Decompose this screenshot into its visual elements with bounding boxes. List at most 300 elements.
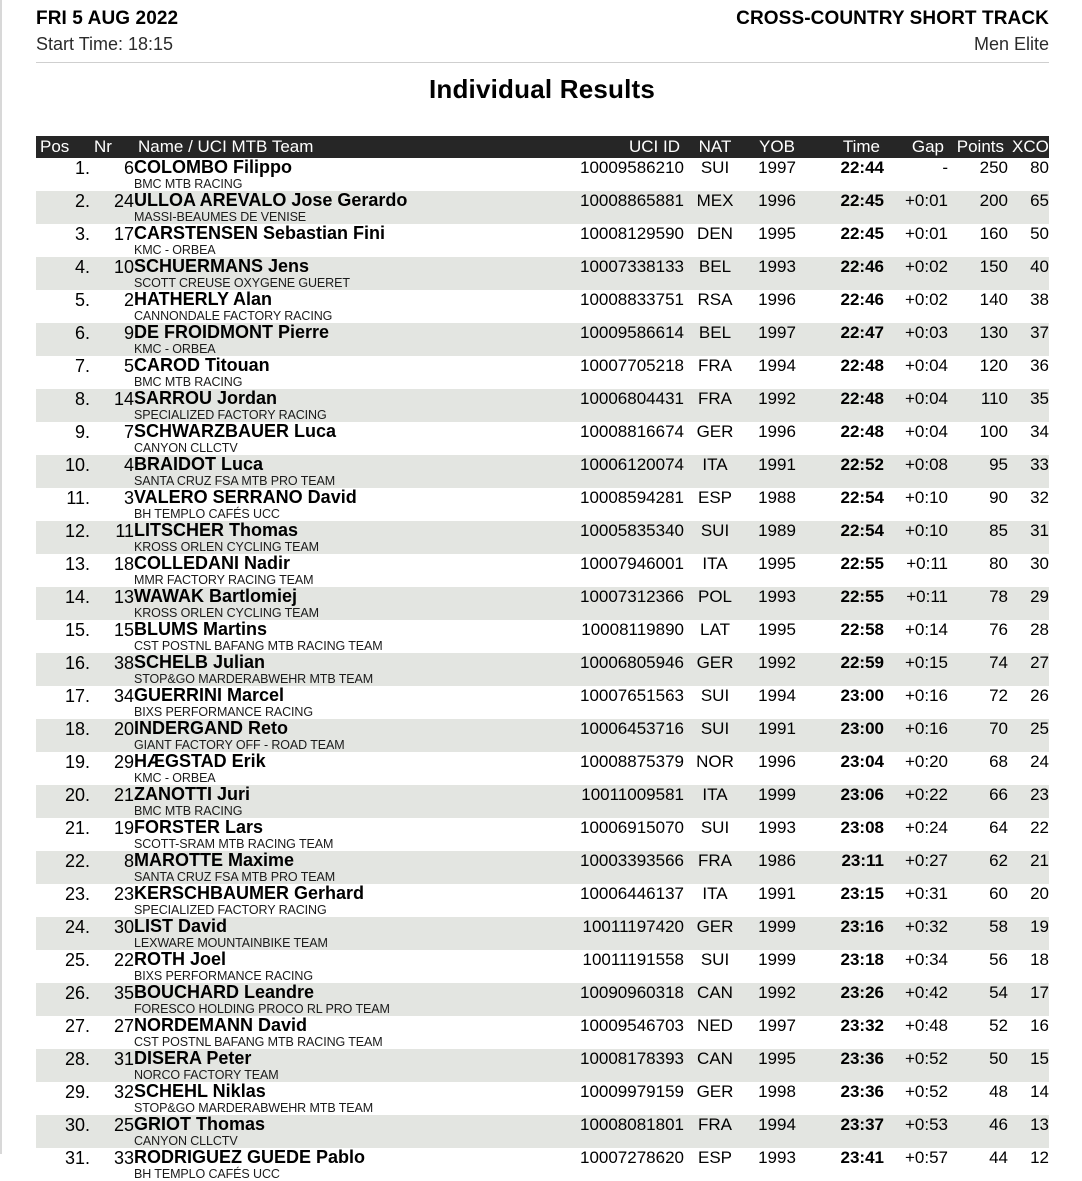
rider-name: ZANOTTI Juri	[134, 784, 250, 804]
cell-number: 27	[113, 1016, 134, 1036]
cell-points: 64	[989, 818, 1008, 837]
team-name: BMC MTB RACING	[134, 177, 243, 191]
cell-uci-id: 10007705218	[579, 356, 684, 375]
cell-xco: 80	[1030, 158, 1049, 177]
cell-gap: +0:08	[884, 455, 948, 488]
cell-points: 130	[948, 323, 1008, 356]
table-row	[36, 1148, 1049, 1181]
cell-position: 18.	[36, 719, 90, 752]
rider-name: DE FROIDMONT Pierre	[134, 322, 330, 342]
cell-rider	[134, 983, 524, 1016]
start-time: Start Time: 18:15	[36, 34, 174, 54]
table-row	[36, 719, 1049, 752]
cell-xco: 23	[1008, 785, 1049, 818]
cell-time: 22:58	[840, 620, 884, 639]
rider-name: HÆGSTAD Erik	[134, 751, 266, 771]
cell-uci-id: 10009586210	[579, 158, 684, 177]
team-name: NORCO FACTORY TEAM	[134, 1068, 279, 1082]
cell-points: 76	[989, 620, 1008, 639]
cell-gap: +0:10	[884, 521, 948, 554]
cell-number: 4	[90, 455, 134, 488]
cell-time: 22:45	[840, 224, 884, 243]
cell-year-of-birth: 1992	[746, 653, 808, 686]
cell-xco: 28	[1030, 620, 1049, 639]
cell-time: 22:47	[808, 323, 884, 356]
cell-position: 24.	[36, 917, 90, 950]
rider-name: NORDEMANN David	[134, 1015, 308, 1035]
cell-nationality: MEX	[684, 191, 746, 224]
cell-position: 15.	[64, 620, 90, 640]
cell-xco: 25	[1008, 719, 1049, 752]
table-row	[36, 389, 1049, 422]
cell-rider	[134, 1148, 524, 1181]
cell-year-of-birth: 1993	[746, 257, 808, 290]
team-name: SCOTT CREUSE OXYGENE GUERET	[134, 276, 350, 290]
cell-uci-id: 10006120074	[524, 455, 684, 488]
cell-xco: 18	[1030, 950, 1049, 969]
cell-rider	[134, 1115, 524, 1148]
cell-number: 11	[90, 521, 134, 554]
cell-nationality: SUI	[684, 719, 746, 752]
rider-name: RODRIGUEZ GUEDE Pablo	[134, 1147, 366, 1167]
cell-time: 23:11	[808, 851, 884, 884]
cell-number: 22	[113, 950, 134, 970]
cell-year-of-birth: 1999	[758, 950, 796, 969]
cell-uci-id: 10008129590	[579, 224, 684, 243]
rider-name: SCHWARZBAUER Luca	[134, 421, 337, 441]
rider-name: VALERO SERRANO David	[134, 487, 357, 507]
cell-uci-id: 10007651563	[579, 686, 684, 705]
cell-rider	[134, 752, 524, 785]
table-row	[36, 257, 1049, 290]
cell-uci-id: 10008865881	[524, 191, 684, 224]
cell-number: 30	[90, 917, 134, 950]
cell-uci-id: 10007312366	[524, 587, 684, 620]
cell-nationality: FRA	[684, 389, 746, 422]
cell-uci-id: 10008178393	[524, 1049, 684, 1082]
cell-position: 27.	[64, 1016, 90, 1036]
team-name: SCOTT-SRAM MTB RACING TEAM	[134, 837, 334, 851]
rider-name: DISERA Peter	[134, 1048, 252, 1068]
cell-number: 33	[113, 1148, 134, 1168]
cell-number: 8	[90, 851, 134, 884]
cell-nationality: FRA	[698, 356, 732, 375]
cell-time: 22:52	[808, 455, 884, 488]
cell-nationality: GER	[696, 1082, 734, 1101]
cell-time: 23:16	[808, 917, 884, 950]
cell-time: 23:08	[840, 818, 884, 837]
cell-year-of-birth: 1994	[746, 1115, 808, 1148]
cell-number: 19	[113, 818, 134, 838]
cell-rider	[134, 620, 524, 653]
cell-xco: 22	[1030, 818, 1049, 837]
cell-xco: 15	[1008, 1049, 1049, 1082]
cell-number: 10	[90, 257, 134, 290]
cell-year-of-birth: 1997	[746, 323, 808, 356]
cell-rider	[134, 950, 524, 983]
team-name: SPECIALIZED FACTORY RACING	[134, 903, 327, 917]
cell-position: 30.	[36, 1115, 90, 1148]
table-row	[36, 1016, 1049, 1049]
cell-points: 60	[989, 884, 1008, 903]
team-name: CANYON CLLCTV	[134, 1134, 238, 1148]
rider-name: SCHELB Julian	[134, 652, 266, 672]
cell-nationality: ESP	[697, 1148, 733, 1167]
rider-name: LIST David	[134, 916, 228, 936]
cell-xco: 20	[1030, 884, 1049, 903]
cell-points: 68	[989, 752, 1008, 771]
team-name: SPECIALIZED FACTORY RACING	[134, 408, 327, 422]
cell-position: 6.	[36, 323, 90, 356]
cell-uci-id: 10007338133	[524, 257, 684, 290]
cell-points: 200	[948, 191, 1008, 224]
race-date: FRI 5 AUG 2022	[36, 8, 179, 29]
rider-name: GRIOT Thomas	[134, 1114, 266, 1134]
cell-xco: 12	[1030, 1148, 1049, 1167]
cell-uci-id: 10009546703	[579, 1016, 684, 1035]
cell-gap: +0:01	[884, 191, 948, 224]
table-row	[36, 1115, 1049, 1148]
cell-rider	[134, 851, 524, 884]
cell-nationality: NED	[697, 1016, 733, 1035]
cell-points: 140	[979, 290, 1008, 309]
table-row	[36, 851, 1049, 884]
cell-number: 9	[90, 323, 134, 356]
cell-year-of-birth: 1995	[746, 1049, 808, 1082]
table-row	[36, 290, 1049, 323]
cell-time: 22:55	[808, 587, 884, 620]
cell-xco: 24	[1030, 752, 1049, 771]
cell-gap: +0:01	[904, 224, 948, 243]
team-name: BMC MTB RACING	[134, 375, 243, 389]
cell-uci-id: 10009979159	[579, 1082, 684, 1101]
table-row	[36, 158, 1049, 191]
cell-time: 23:04	[840, 752, 884, 771]
cell-xco: 31	[1008, 521, 1049, 554]
cell-uci-id: 10008594281	[579, 488, 684, 507]
cell-year-of-birth: 1996	[758, 422, 796, 441]
rider-name: BRAIDOT Luca	[134, 454, 264, 474]
rider-name: SCHUERMANS Jens	[134, 256, 310, 276]
cell-number: 5	[123, 356, 134, 376]
cell-nationality: LAT	[700, 620, 730, 639]
cell-nationality: SUI	[700, 158, 730, 177]
cell-rider	[134, 917, 524, 950]
rider-name: CARSTENSEN Sebastian Fini	[134, 223, 386, 243]
cell-time: 22:46	[808, 257, 884, 290]
rider-name: COLOMBO Filippo	[134, 157, 292, 177]
team-name: MASSI-BEAUMES DE VENISE	[134, 210, 307, 224]
team-name: CST POSTNL BAFANG MTB RACING TEAM	[134, 639, 383, 653]
cell-nationality: SUI	[700, 686, 730, 705]
cell-nationality: NOR	[696, 752, 734, 771]
column-header-points: Points	[948, 136, 1008, 158]
cell-position: 8.	[36, 389, 90, 422]
cell-xco: 27	[1008, 653, 1049, 686]
cell-year-of-birth: 1993	[746, 587, 808, 620]
table-row	[36, 422, 1049, 455]
table-row	[36, 620, 1049, 653]
team-name: LEXWARE MOUNTAINBIKE TEAM	[134, 936, 328, 950]
cell-number: 18	[113, 554, 134, 574]
cell-points: 58	[948, 917, 1008, 950]
cell-time: 22:45	[808, 191, 884, 224]
results-table-body	[36, 158, 1049, 1181]
cell-gap: +0:14	[904, 620, 948, 639]
cell-points: 80	[989, 554, 1008, 573]
cell-number: 38	[90, 653, 134, 686]
event-name: CROSS-COUNTRY SHORT TRACK	[736, 8, 1049, 29]
cell-number: 14	[90, 389, 134, 422]
cell-points: 150	[948, 257, 1008, 290]
team-name: FORESCO HOLDING PROCO RL PRO TEAM	[134, 1002, 390, 1016]
rider-name: CAROD Titouan	[134, 355, 270, 375]
cell-nationality: GER	[684, 653, 746, 686]
cell-xco: 30	[1030, 554, 1049, 573]
cell-xco: 13	[1008, 1115, 1049, 1148]
cell-xco: 65	[1008, 191, 1049, 224]
column-header-nat: NAT	[684, 136, 746, 158]
cell-year-of-birth: 1996	[758, 290, 796, 309]
team-name: SANTA CRUZ FSA MTB PRO TEAM	[134, 474, 336, 488]
team-name: KROSS ORLEN CYCLING TEAM	[134, 540, 319, 554]
table-row	[36, 488, 1049, 521]
cell-gap: +0:24	[904, 818, 948, 837]
cell-gap: +0:02	[884, 257, 948, 290]
cell-xco: 36	[1030, 356, 1049, 375]
table-row	[36, 983, 1049, 1016]
column-header-name: Name / UCI MTB Team	[134, 136, 524, 158]
cell-points: 90	[989, 488, 1008, 507]
cell-year-of-birth: 1998	[758, 1082, 796, 1101]
table-row	[36, 752, 1049, 785]
cell-time: 23:00	[840, 686, 884, 705]
cell-position: 29.	[64, 1082, 90, 1102]
cell-position: 31.	[64, 1148, 90, 1168]
cell-rider	[134, 290, 524, 323]
cell-time: 23:36	[840, 1082, 884, 1101]
column-header-yob: YOB	[746, 136, 808, 158]
cell-number: 15	[113, 620, 134, 640]
cell-uci-id: 10005835340	[524, 521, 684, 554]
cell-nationality: BEL	[684, 257, 746, 290]
cell-year-of-birth: 1991	[746, 455, 808, 488]
team-name: STOP&GO MARDERABWEHR MTB TEAM	[134, 1101, 374, 1115]
rider-name: SARROU Jordan	[134, 388, 278, 408]
column-header-time: Time	[808, 136, 884, 158]
cell-uci-id: 10008119890	[581, 620, 684, 639]
cell-position: 4.	[36, 257, 90, 290]
cell-gap: +0:34	[904, 950, 948, 969]
cell-rider	[134, 818, 524, 851]
cell-position: 12.	[36, 521, 90, 554]
cell-nationality: SUI	[684, 521, 746, 554]
cell-gap: +0:16	[884, 719, 948, 752]
cell-gap: +0:15	[884, 653, 948, 686]
team-name: KMC - ORBEA	[134, 771, 216, 785]
cell-position: 9.	[74, 422, 90, 442]
cell-number: 25	[90, 1115, 134, 1148]
rider-name: SCHEHL Niklas	[134, 1081, 266, 1101]
cell-number: 21	[90, 785, 134, 818]
rider-name: WAWAK Bartlomiej	[134, 586, 298, 606]
cell-year-of-birth: 1999	[746, 917, 808, 950]
cell-gap: +0:52	[884, 1049, 948, 1082]
rider-name: ULLOA AREVALO Jose Gerardo	[134, 190, 408, 210]
column-header-nr: Nr	[90, 136, 134, 158]
rider-name: FORSTER Lars	[134, 817, 264, 837]
cell-time: 22:54	[808, 521, 884, 554]
cell-rider	[134, 389, 524, 422]
cell-time: 22:54	[840, 488, 884, 507]
cell-gap: +0:16	[904, 686, 948, 705]
cell-points: 250	[979, 158, 1008, 177]
cell-time: 23:36	[808, 1049, 884, 1082]
team-name: GIANT FACTORY OFF - ROAD TEAM	[134, 738, 345, 752]
cell-points: 100	[979, 422, 1008, 441]
cell-uci-id: 10011009581	[524, 785, 684, 818]
cell-uci-id: 10008833751	[579, 290, 684, 309]
cell-nationality: ITA	[684, 455, 746, 488]
cell-gap: +0:11	[884, 587, 948, 620]
cell-year-of-birth: 1995	[758, 224, 796, 243]
cell-nationality: SUI	[700, 818, 730, 837]
cell-gap: +0:04	[904, 356, 948, 375]
cell-xco: 16	[1030, 1016, 1049, 1035]
cell-position: 7.	[74, 356, 90, 376]
cell-xco: 17	[1008, 983, 1049, 1016]
table-row	[36, 455, 1049, 488]
column-header-pos: Pos	[36, 136, 90, 158]
cell-year-of-birth: 1996	[758, 752, 796, 771]
cell-number: 6	[123, 158, 134, 178]
cell-position: 1.	[74, 158, 90, 178]
cell-xco: 34	[1030, 422, 1049, 441]
cell-points: 54	[948, 983, 1008, 1016]
cell-year-of-birth: 1992	[746, 389, 808, 422]
cell-xco: 32	[1030, 488, 1049, 507]
cell-year-of-birth: 1988	[758, 488, 796, 507]
cell-year-of-birth: 1986	[746, 851, 808, 884]
cell-number: 2	[123, 290, 134, 310]
cell-number: 24	[90, 191, 134, 224]
table-row	[36, 884, 1049, 917]
cell-year-of-birth: 1991	[758, 884, 796, 903]
cell-xco: 40	[1008, 257, 1049, 290]
cell-number: 35	[90, 983, 134, 1016]
cell-uci-id: 10008081801	[524, 1115, 684, 1148]
cell-points: 52	[989, 1016, 1008, 1035]
cell-position: 3.	[74, 224, 90, 244]
table-row	[36, 785, 1049, 818]
cell-time: 23:18	[840, 950, 884, 969]
team-name: CANNONDALE FACTORY RACING	[134, 309, 333, 323]
cell-year-of-birth: 1996	[746, 191, 808, 224]
table-row	[36, 917, 1049, 950]
cell-position: 5.	[74, 290, 90, 310]
cell-time: 23:15	[840, 884, 884, 903]
rider-name: KERSCHBAUMER Gerhard	[134, 883, 365, 903]
table-row	[36, 587, 1049, 620]
team-name: BH TEMPLO CAFÉS UCC	[134, 1167, 280, 1181]
rider-name: BLUMS Martins	[134, 619, 268, 639]
cell-uci-id: 10006446137	[579, 884, 684, 903]
cell-xco: 33	[1008, 455, 1049, 488]
cell-rider	[134, 257, 524, 290]
cell-rider	[134, 653, 524, 686]
cell-gap: +0:57	[904, 1148, 948, 1167]
table-row	[36, 224, 1049, 257]
rider-name: BOUCHARD Leandre	[134, 982, 315, 1002]
cell-nationality: ESP	[697, 488, 733, 507]
cell-rider	[134, 158, 524, 191]
cell-nationality: CAN	[684, 983, 746, 1016]
cell-nationality: BEL	[684, 323, 746, 356]
cell-position: 2.	[36, 191, 90, 224]
column-header-gap: Gap	[884, 136, 948, 158]
cell-rider	[134, 1049, 524, 1082]
cell-rider	[134, 686, 524, 719]
team-name: BH TEMPLO CAFÉS UCC	[134, 507, 280, 521]
document-header	[36, 8, 1049, 60]
cell-time: 23:41	[840, 1148, 884, 1167]
cell-points: 110	[948, 389, 1008, 422]
cell-year-of-birth: 1995	[758, 554, 796, 573]
cell-time: 22:44	[840, 158, 884, 177]
cell-position: 22.	[36, 851, 90, 884]
cell-nationality: GER	[684, 917, 746, 950]
team-name: BIXS PERFORMANCE RACING	[134, 705, 313, 719]
cell-time: 23:00	[808, 719, 884, 752]
cell-number: 23	[113, 884, 134, 904]
cell-year-of-birth: 1997	[758, 1016, 796, 1035]
cell-year-of-birth: 1992	[746, 983, 808, 1016]
cell-time: 23:06	[808, 785, 884, 818]
cell-position: 26.	[36, 983, 90, 1016]
cell-time: 22:48	[840, 422, 884, 441]
results-table	[36, 136, 1049, 1181]
cell-gap: +0:27	[884, 851, 948, 884]
table-row	[36, 653, 1049, 686]
results-table-container	[36, 136, 1049, 1181]
cell-gap: -	[942, 158, 948, 177]
cell-number: 13	[90, 587, 134, 620]
cell-number: 17	[113, 224, 134, 244]
rider-name: COLLEDANI Nadir	[134, 553, 291, 573]
table-row	[36, 191, 1049, 224]
cell-number: 3	[123, 488, 134, 508]
cell-xco: 37	[1008, 323, 1049, 356]
cell-rider	[134, 1016, 524, 1049]
cell-rider	[134, 719, 524, 752]
cell-points: 160	[979, 224, 1008, 243]
cell-points: 78	[948, 587, 1008, 620]
cell-uci-id: 10006805946	[524, 653, 684, 686]
header-row-secondary	[36, 34, 1049, 60]
cell-year-of-birth: 1995	[758, 620, 796, 639]
cell-xco: 35	[1008, 389, 1049, 422]
cell-position: 11.	[66, 488, 90, 508]
cell-gap: +0:48	[904, 1016, 948, 1035]
cell-gap: +0:11	[906, 554, 948, 573]
cell-xco: 50	[1030, 224, 1049, 243]
header-row-primary	[36, 8, 1049, 34]
team-name: KMC - ORBEA	[134, 243, 216, 257]
cell-gap: +0:42	[884, 983, 948, 1016]
cell-xco: 19	[1008, 917, 1049, 950]
column-header-xco: XCO	[1008, 136, 1049, 158]
cell-year-of-birth: 1997	[758, 158, 796, 177]
